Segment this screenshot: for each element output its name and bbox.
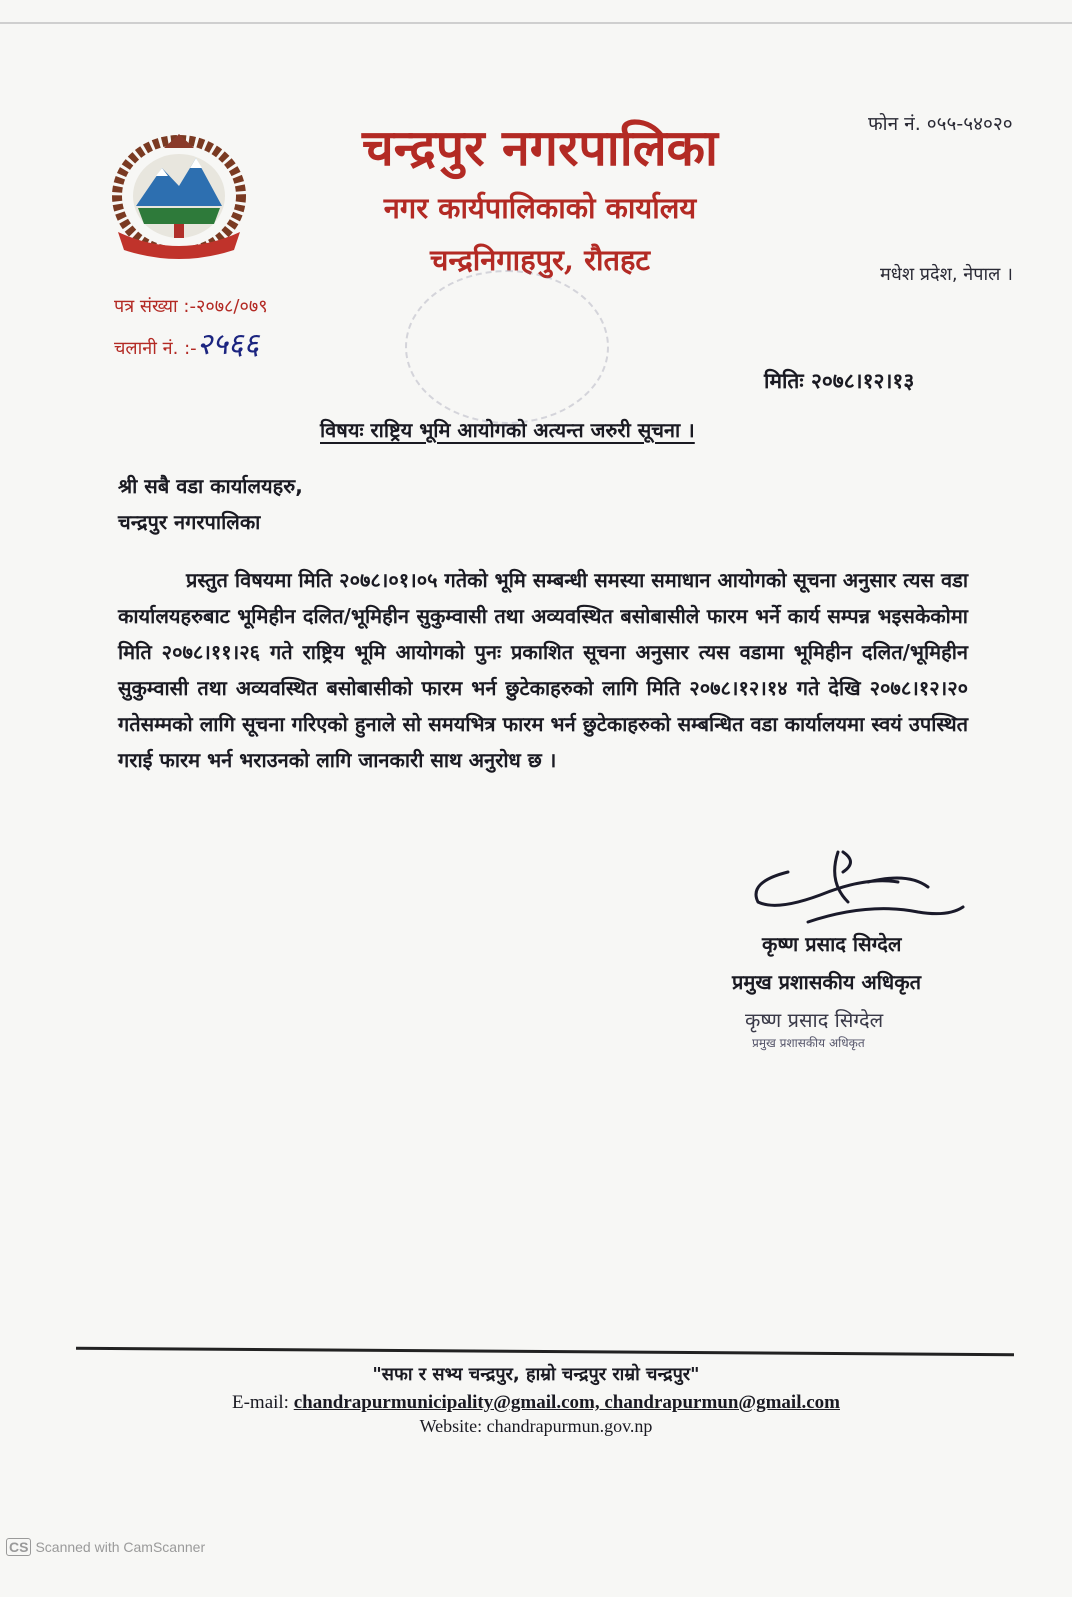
camscanner-logo-icon: CS (6, 1538, 31, 1556)
signature-stamp-title: प्रमुख प्रशासकीय अधिकृत (752, 1036, 865, 1050)
office-location: चन्द्रनिगाहपुर, रौतहट (429, 243, 651, 277)
office-subtitle: नगर कार्यपालिकाको कार्यालय (383, 191, 697, 225)
phone-number: फोन नं. ०५५-५४०२० (868, 113, 1013, 135)
letter-body (118, 562, 968, 778)
email-addresses[interactable]: chandrapurmunicipality@gmail.com, chandrapurmun@gmail.com (293, 1392, 840, 1413)
patra-label: पत्र संख्या :- (114, 296, 196, 317)
camscanner-watermark (6, 1538, 205, 1556)
watermark-text: Scanned with CamScanner (35, 1539, 206, 1555)
municipality-title: चन्द्रपुर नगरपालिका (362, 118, 718, 177)
body-paragraph: प्रस्तुत विषयमा मिति २०७८।०१।०५ गतेको भूमि सम्बन्धी समस्या समाधान आयोगको सूचना अनुसार त्यस वडा कार्यालयहरुबाट भूमिहीन दलित/भूमिहीन सुकुम्वासी तथा अव्यवस्थित बसोबासीले फारम भर्ने कार्य सम्पन्न भइसकेकोमा मिति २०७८।११।२६ गते राष्ट्रिय भूमि आयोगको पुनः प्रकाशित सूचना अनुसार त्यस वडामा भूमिहीन दलित/भूमिहीन सुकुम्वासी तथा अव्यवस्थित बसोबासीको फारम भर्न छुटेकाहरुको लागि मिति २०७८।१२।१४ गते देखि २०७८।१२।२० गतेसम्मको लागि सूचना गरिएको हुनाले सो समयभित्र फारम भर्न छुटेकाहरुको सम्बन्धित वडा कार्यालयमा स्वयं उपस्थित गराई फारम भर्न भराउनको लागि जानकारी साथ अनुरोध छ । (118, 568, 968, 772)
signatory-title: प्रमुख प्रशासकीय अधिकृत (732, 970, 921, 994)
letter-date: मितिः २०७८।१२।१३ (764, 369, 915, 393)
letter-subject: विषयः राष्ट्रिय भूमि आयोगको अत्यन्त जरुरी सूचना । (320, 418, 695, 442)
email-label: E-mail: (231, 1392, 294, 1413)
footer-divider (76, 1347, 1014, 1357)
footer-website[interactable]: Website: chandrapurmun.gov.np (419, 1416, 653, 1436)
nepal-government-emblem-icon (104, 128, 254, 266)
addressee-line-2: चन्द्रपुर नगरपालिका (118, 510, 261, 534)
office-stamp (405, 270, 609, 424)
signature-stamp-name: कृष्ण प्रसाद सिग्देल (745, 1008, 884, 1032)
footer-slogan: "सफा र सभ्य चन्द्रपुर, हाम्रो चन्द्रपुर राम्रो चन्द्रपुर" (372, 1364, 700, 1385)
signatory-name: कृष्ण प्रसाद सिग्देल (762, 932, 902, 956)
addressee-line-1: श्री सबै वडा कार्यालयहरु, (118, 474, 303, 498)
chalani-value: २५६६ (196, 327, 260, 362)
chalani-label: चलानी नं. :- (114, 338, 197, 359)
patra-sankhya (114, 294, 268, 318)
top-scan-edge (0, 22, 1072, 24)
province-text: मधेश प्रदेश, नेपाल । (880, 264, 1013, 285)
chalani-number (114, 322, 259, 363)
patra-value: २०७८/०७९ (195, 296, 268, 317)
footer-email (0, 1392, 1072, 1414)
